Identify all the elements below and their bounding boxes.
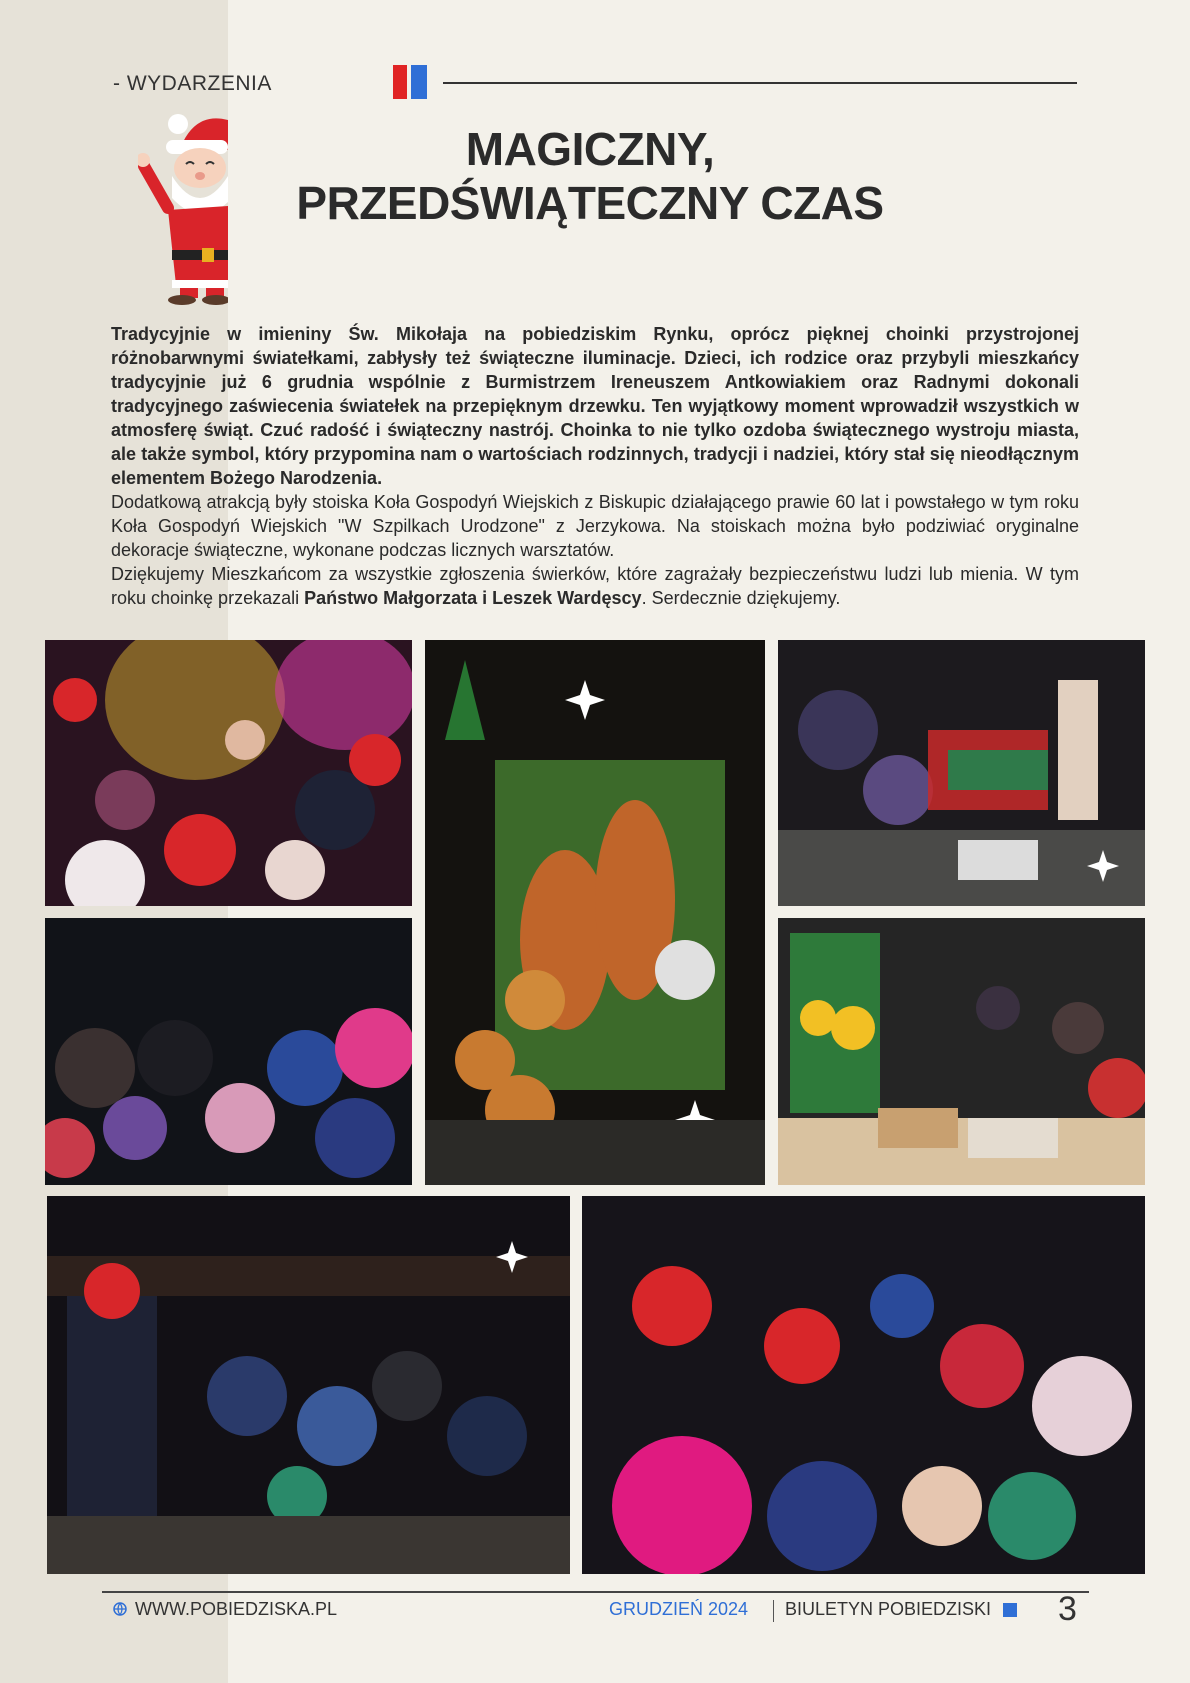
photo-children-santa-hats: [45, 640, 412, 906]
section-label: - WYDARZENIA: [113, 72, 272, 95]
title-line-2: PRZEDŚWIĄTECZNY CZAS: [296, 177, 884, 229]
photo-burmistrz-speech: [47, 1196, 570, 1574]
page-title: [240, 122, 940, 230]
footer-url-text: WWW.POBIEDZISKA.PL: [135, 1599, 338, 1619]
photo-kgw-stall: [778, 918, 1145, 1185]
flag-icon: [393, 65, 429, 99]
globe-icon: [113, 1602, 127, 1616]
photo-children-with-hats: [582, 1196, 1145, 1574]
article-lead: Tradycyjnie w imieniny Św. Mikołaja na pobiedziskim Rynku, oprócz pięknej choinki przystrojonej różnobarwnymi światełkami, zabłysły też świąteczne iluminacje. Dzieci, ich rodzice oraz przybyli mieszkańcy tradycyjnie już 6 grudnia wspólnie z Burmistrzem Ireneuszem Antkowiakiem oraz Radnymi dokonali tradycyjnego zaświecenia światełek na przepięknym drzewku. Ten wyjątkowy moment wprowadził wszystkich w atmosferę świąt. Czuć radość i świąteczny nastrój. Choinka to nie tylko ozdoba świątecznego wystroju miasta, ale także symbol, który przypomina nam o wartościach rodzinnych, tradycji i nadziei, który stał się nieodłącznym elementem Bożego Narodzenia.: [111, 324, 1079, 488]
title-line-1: MAGICZNY,: [465, 123, 715, 175]
santa-illustration: [138, 110, 228, 305]
square-icon: [1003, 1603, 1017, 1617]
footer-separator: [773, 1600, 774, 1622]
footer-publication: BIULETYN POBIEDZISKI: [785, 1599, 992, 1619]
page-number: 3: [1058, 1590, 1077, 1628]
article-paragraph-2: Dodatkową atrakcją były stoiska Koła Gospodyń Wiejskich z Biskupic działającego prawie 60 lat i powstałego w tym roku Koła Gospodyń Wiejskich "W Szpilkach Urodzone" z Jerzykowa. Na stoiskach można było podziwiać oryginalne dekoracje świąteczne, wykonane podczas licznych warsztatów.: [111, 492, 1079, 560]
article-body: [111, 322, 1079, 610]
footer-date: GRUDZIEŃ 2024: [609, 1599, 749, 1619]
header-divider: [443, 82, 1077, 84]
photo-christmas-stall-crafts: [778, 640, 1145, 906]
footer-divider: [102, 1591, 1089, 1593]
photo-crowd-evening: [45, 918, 412, 1185]
footer-website[interactable]: [113, 1597, 337, 1621]
photo-gingerbread-display: [425, 640, 765, 1185]
article-paragraph-3: Dziękujemy Mieszkańcom za wszystkie zgłoszenia świerków, które zagrażały bezpieczeństwu ludzi lub mienia. W tym roku choinkę przekazali Państwo Małgorzata i Leszek Wardęscy. Serdecznie dziękujemy.: [111, 564, 1079, 608]
